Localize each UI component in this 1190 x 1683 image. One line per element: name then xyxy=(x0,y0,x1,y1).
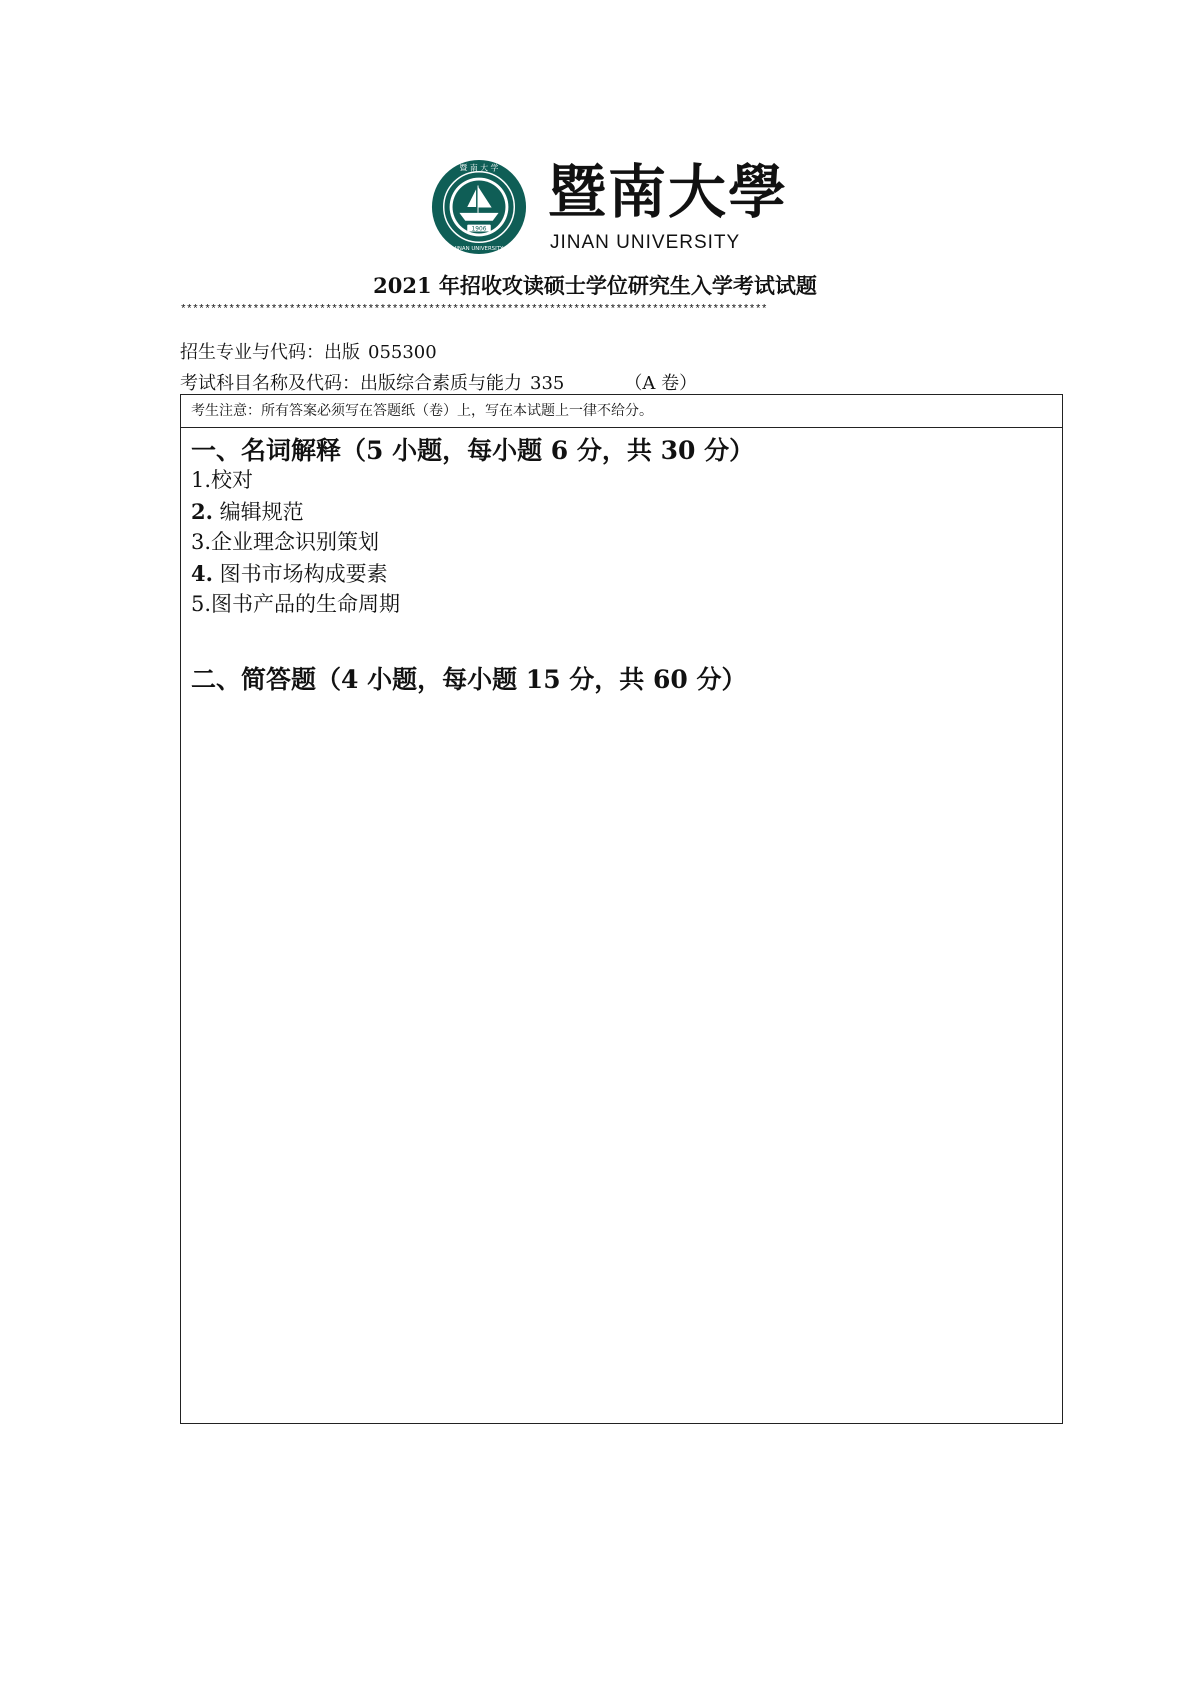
list-item xyxy=(191,496,400,527)
university-name-en: JINAN UNIVERSITY xyxy=(550,232,741,253)
subject-line xyxy=(180,369,697,395)
major-code: 055300 xyxy=(368,342,437,363)
question-text: 图书市场构成要素 xyxy=(219,562,388,586)
question-number: 2. xyxy=(191,499,213,524)
question-text: 图书产品的生命周期 xyxy=(211,592,401,616)
exam-title: 2021 年招收攻读硕士学位研究生入学考试试题 xyxy=(373,273,817,298)
list-item xyxy=(191,465,400,496)
university-seal-icon xyxy=(430,158,528,256)
list-item xyxy=(191,589,400,620)
question-list-1 xyxy=(191,465,400,620)
question-number: 4. xyxy=(191,561,213,586)
university-name-cn: 暨南大學 xyxy=(548,158,789,226)
question-box xyxy=(180,394,1063,1424)
major-value: 出版 xyxy=(324,342,360,363)
subject-code: 335 xyxy=(530,373,565,394)
section-heading-2: 二、简答题（4 小题，每小题 15 分，共 60 分） xyxy=(191,665,747,694)
paper-version: （A 卷） xyxy=(624,373,698,394)
subject-value: 出版综合素质与能力 xyxy=(360,373,522,394)
svg-text:暨 南 大 学: 暨 南 大 学 xyxy=(459,163,499,173)
list-item xyxy=(191,558,400,589)
svg-text:JINAN UNIVERSITY: JINAN UNIVERSITY xyxy=(454,246,504,253)
university-logo xyxy=(430,158,789,258)
major-line xyxy=(180,338,437,364)
section-heading-1: 一、名词解释（5 小题，每小题 6 分，共 30 分） xyxy=(191,436,755,465)
question-number: 1. xyxy=(191,468,212,492)
question-text: 编辑规范 xyxy=(219,500,304,524)
question-text: 校对 xyxy=(211,468,254,492)
question-number: 3. xyxy=(191,530,212,554)
question-number: 5. xyxy=(191,592,212,616)
exam-notice: 考生注意：所有答案必须写在答题纸（卷）上，写在本试题上一律不给分。 xyxy=(181,395,1062,428)
major-label: 招生专业与代码： xyxy=(180,342,324,363)
list-item xyxy=(191,527,400,558)
subject-label: 考试科目名称及代码： xyxy=(180,373,360,394)
separator-line: ************************************************************************************************* xyxy=(180,304,767,316)
svg-text:1906: 1906 xyxy=(471,226,487,233)
question-text: 企业理念识别策划 xyxy=(211,530,380,554)
